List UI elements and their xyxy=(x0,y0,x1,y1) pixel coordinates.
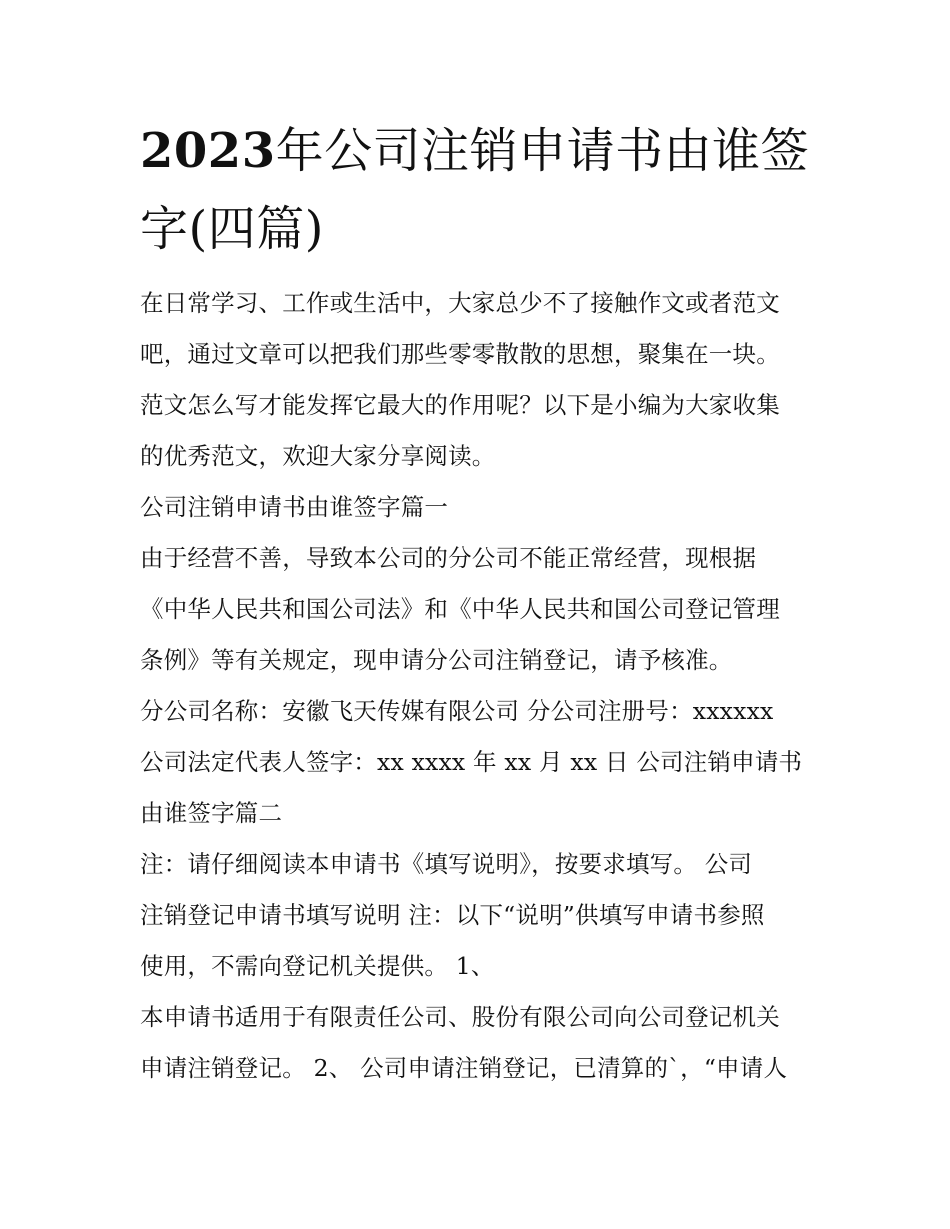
body-line: 范文怎么写才能发挥它最大的作用呢？以下是小编为大家收集 xyxy=(140,391,780,419)
body-line: 《中华人民共和国公司法》和《中华人民共和国公司登记管理 xyxy=(140,595,780,623)
body-line: 吧，通过文章可以把我们那些零零散散的思想，聚集在一块。 xyxy=(140,340,780,368)
body-line: 申请注销登记。 2、 公司申请注销登记，已清算的`，“申请人 xyxy=(140,1054,788,1082)
document-title xyxy=(140,112,820,268)
body-line: 注销登记申请书填写说明 注：以下“说明”供填写申请书参照 xyxy=(140,901,765,929)
body-line: 公司法定代表人签字：xx xxxx 年 xx 月 xx 日 公司注销申请书 xyxy=(140,748,803,776)
body-line: 注：请仔细阅读本申请书《填写说明》，按要求填写。 公司 xyxy=(140,850,753,878)
section-heading-2: 由谁签字篇二 xyxy=(140,799,283,827)
document-body xyxy=(140,278,820,1094)
body-line: 由于经营不善，导致本公司的分公司不能正常经营，现根据 xyxy=(140,544,757,572)
body-line: 在日常学习、工作或生活中，大家总少不了接触作文或者范文 xyxy=(140,289,780,317)
section-heading-1: 公司注销申请书由谁签字篇一 xyxy=(140,493,449,521)
title-line1-text: 年公司注销申请书由谁签 xyxy=(275,123,810,179)
body-line: 的优秀范文，欢迎大家分享阅读。 xyxy=(140,442,496,470)
body-line: 分公司名称：安徽飞天传媒有限公司 分公司注册号：xxxxxx xyxy=(140,697,774,725)
title-year: 2023 xyxy=(140,123,276,179)
title-line2-text: 字(四篇) xyxy=(140,201,324,257)
body-line: 条例》等有关规定，现申请分公司注销登记，请予核准。 xyxy=(140,646,733,674)
body-line: 本申请书适用于有限责任公司、股份有限公司向公司登记机关 xyxy=(140,1003,780,1031)
body-line: 使用，不需向登记机关提供。 1、 xyxy=(140,952,495,980)
